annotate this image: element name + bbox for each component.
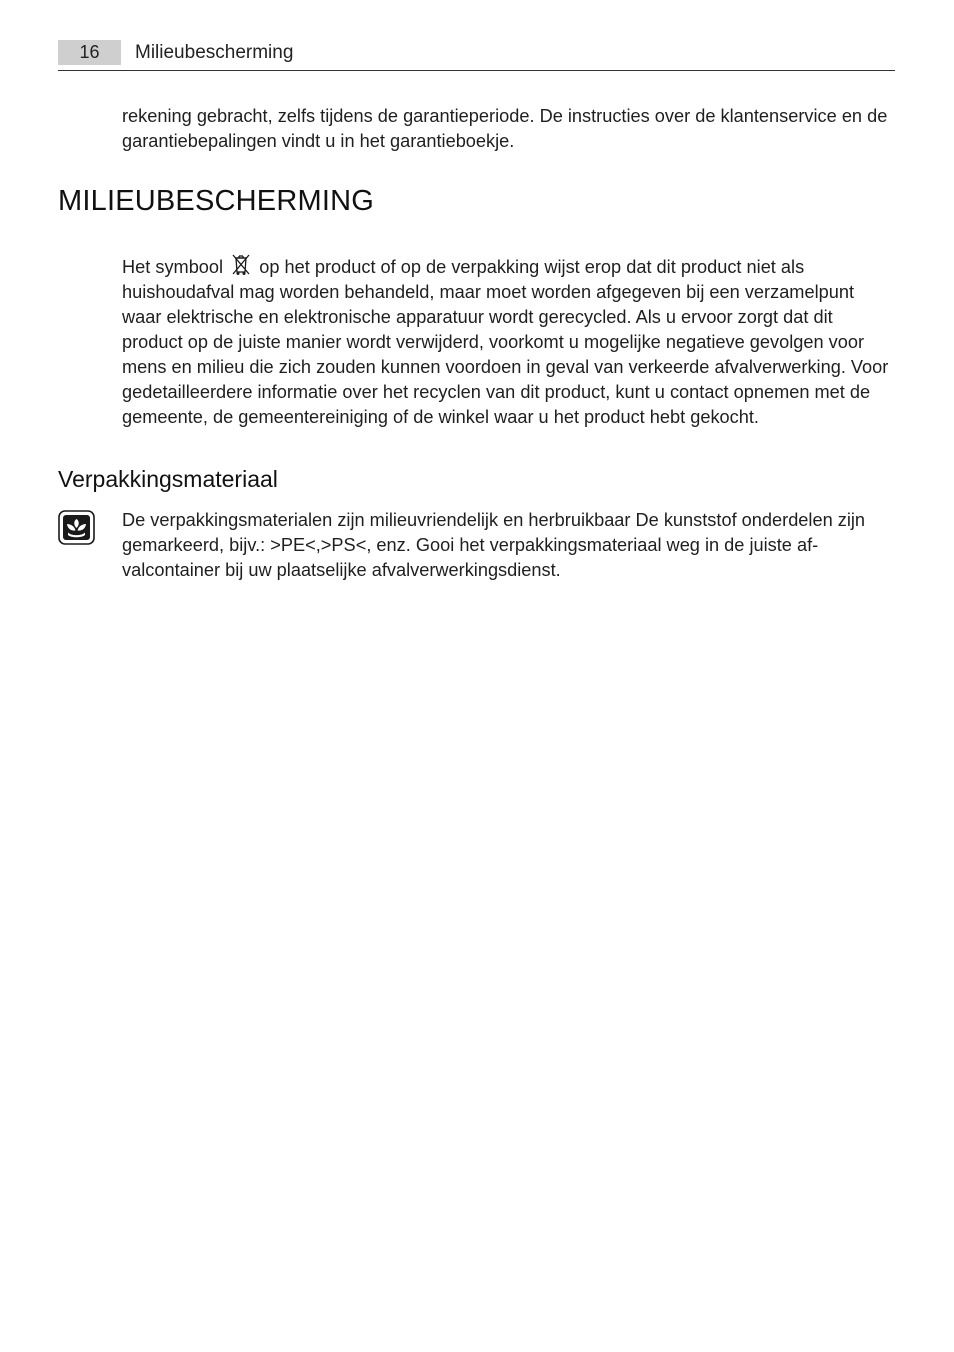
packaging-heading: Verpakkingsmateriaal	[58, 466, 278, 492]
weee-text-end: op het product of op de verpakking wijst erop dat dit product niet als huishoudafval mag worden behandeld, maar moet worden afgegeven bij een verzamelpunt waar elektrische en elektronische apparatuur wordt gerecycled. Als u ervoor zorgt dat dit product op de juiste manier wordt verwijderd, voorkomt u mogelijke negatieve gevolgen voor mens en milieu die zich zouden kunnen voordoen in geval van verkeerde afvalverwerking. Voor gedetailleerdere informatie over het recyclen van dit product, kunt u contact opnemen met de gemeente, de gemeentereiniging of de winkel waar u het product hebt gekocht.	[122, 257, 889, 427]
page-header	[58, 40, 895, 71]
weee-text-start: Het symbool	[122, 257, 224, 277]
running-header-title: Milieubescherming	[135, 42, 294, 63]
crossed-out-wheelie-bin-icon	[230, 253, 252, 277]
environment-leaf-icon	[58, 510, 95, 545]
weee-paragraph	[122, 253, 897, 430]
intro-paragraph: rekening gebracht, zelfs tijdens de garantieperiode. De instructies over de klantenservice en de garantiebepalingen vindt u in het garantieboekje.	[122, 106, 888, 151]
page-number: 16	[58, 40, 121, 65]
packaging-paragraph: De verpakkingsmaterialen zijn milieuvriendelijk en herbruikbaar De kunststof onderdelen zijn gemarkeerd, bijv.: >PE<,>PS<, enz. Gooi het verpakkingsmateriaal weg in de juiste af-valcontainer bij uw plaatselijke afvalverwerkingsdienst.	[122, 510, 866, 580]
section-title: MILIEUBESCHERMING	[58, 185, 374, 217]
